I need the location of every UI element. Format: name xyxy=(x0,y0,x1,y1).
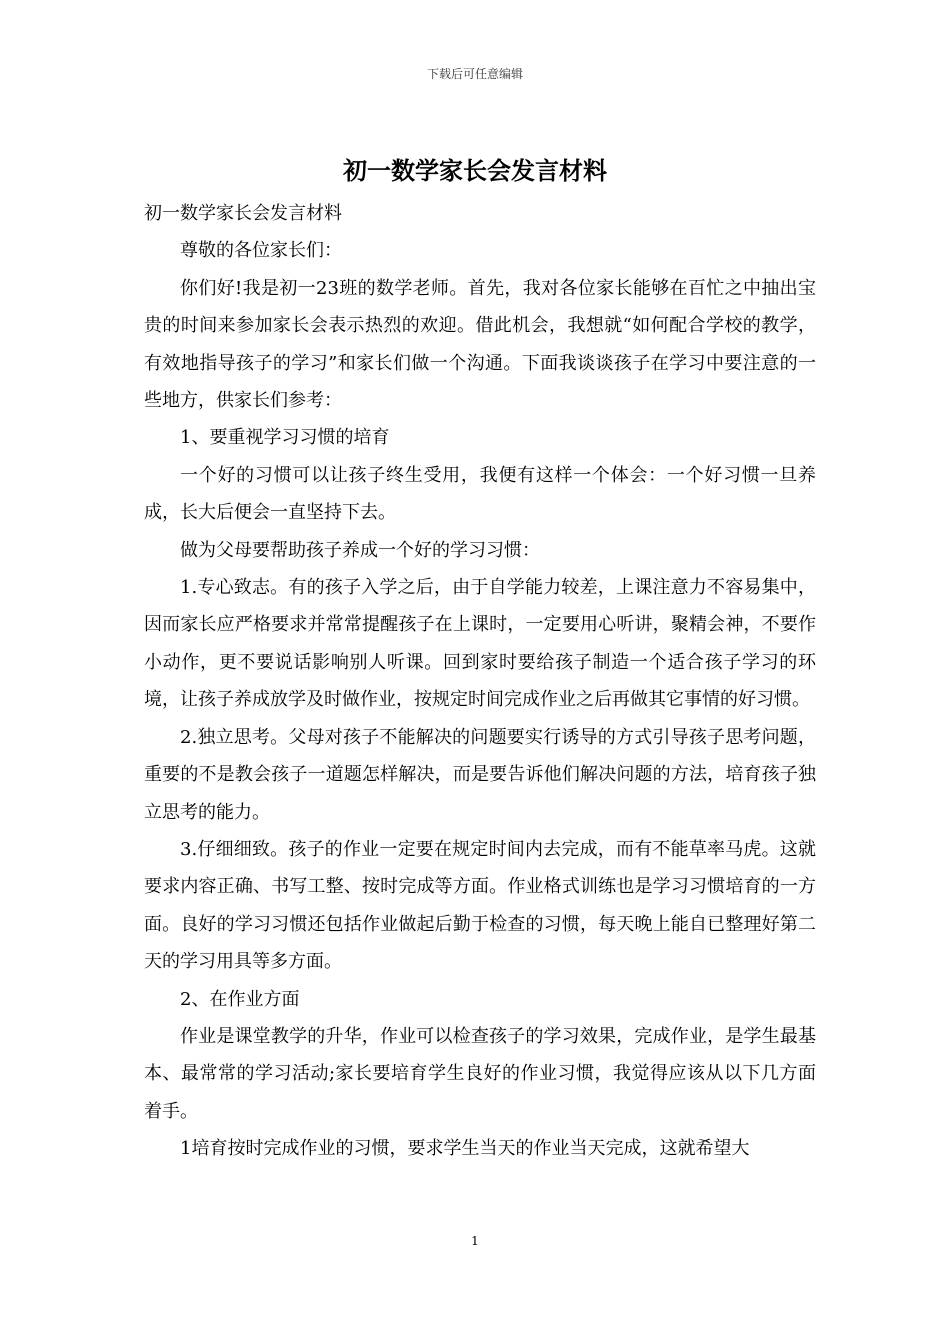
document-title: 初一数学家长会发言材料 xyxy=(343,156,607,185)
paragraph-subtitle: 初一数学家长会发言材料 xyxy=(144,203,342,224)
section-heading-homework: 2、在作业方面 xyxy=(180,988,300,1010)
paragraph-habit-intro: 一个好的习惯可以让孩子终生受用，我便有这样一个体会：一个好习惯一旦养成，长大后便会一直坚持下去。 xyxy=(144,464,816,524)
section-heading-habits: 1、要重视学习习惯的培育 xyxy=(180,427,390,449)
paragraph-point-thinking: 2.独立思考。父母对孩子不能解决的问题要实行诱导的方式引导孩子思考问题，重要的不是教会孩子一道题怎样解决，而是要告诉他们解决问题的方法，培育孩子独立思考的能力。 xyxy=(144,726,816,823)
paragraph-homework-intro: 作业是课堂教学的升华，作业可以检查孩子的学习效果，完成作业，是学生最基本、最常常的学习活动;家长要培育学生良好的作业习惯，我觉得应该从以下几方面着手。 xyxy=(144,1025,816,1122)
paragraph-point-focus: 1.专心致志。有的孩子入学之后，由于自学能力较差，上课注意力不容易集中，因而家长应严格要求并常常提醒孩子在上课时，一定要用心听讲，聚精会神，不要作小动作，更不要说话影响别人听课。回到家时要给孩子制造一个适合孩子学习的环境，让孩子养成放学及时做作业，按规定时间完成作业之后再做其它事情的好习惯。 xyxy=(144,577,816,711)
paragraph-point-careful: 3.仔细细致。孩子的作业一定要在规定时间内去完成，而有不能草率马虎。这就要求内容正确、书写工整、按时完成等方面。作业格式训练也是学习习惯培育的一方面。良好的学习习惯还包括作业做起后勤于检查的习惯，每天晚上能自已整理好第二天的学习用具等多方面。 xyxy=(144,838,816,973)
page-number: 1 xyxy=(471,1234,479,1248)
paragraph-parents-role: 做为父母要帮助孩子养成一个好的学习习惯： xyxy=(180,539,540,561)
page-header: 下载后可任意编辑 xyxy=(426,67,523,81)
paragraph-homework-point-1: 1培育按时完成作业的习惯，要求学生当天的作业当天完成，这就希望大 xyxy=(180,1138,750,1160)
document-body xyxy=(144,195,816,1168)
paragraph-greeting: 你们好!我是初一23班的数学老师。首先，我对各位家长能够在百忙之中抽出宝贵的时间来参加家长会表示热烈的欢迎。借此机会，我想就“如何配合学校的教学，有效地指导孩子的学习”和家长们做一个沟通。下面我谈谈孩子在学习中要注意的一些地方，供家长们参考： xyxy=(144,277,816,412)
paragraph-salutation: 尊敬的各位家长们： xyxy=(180,240,342,262)
